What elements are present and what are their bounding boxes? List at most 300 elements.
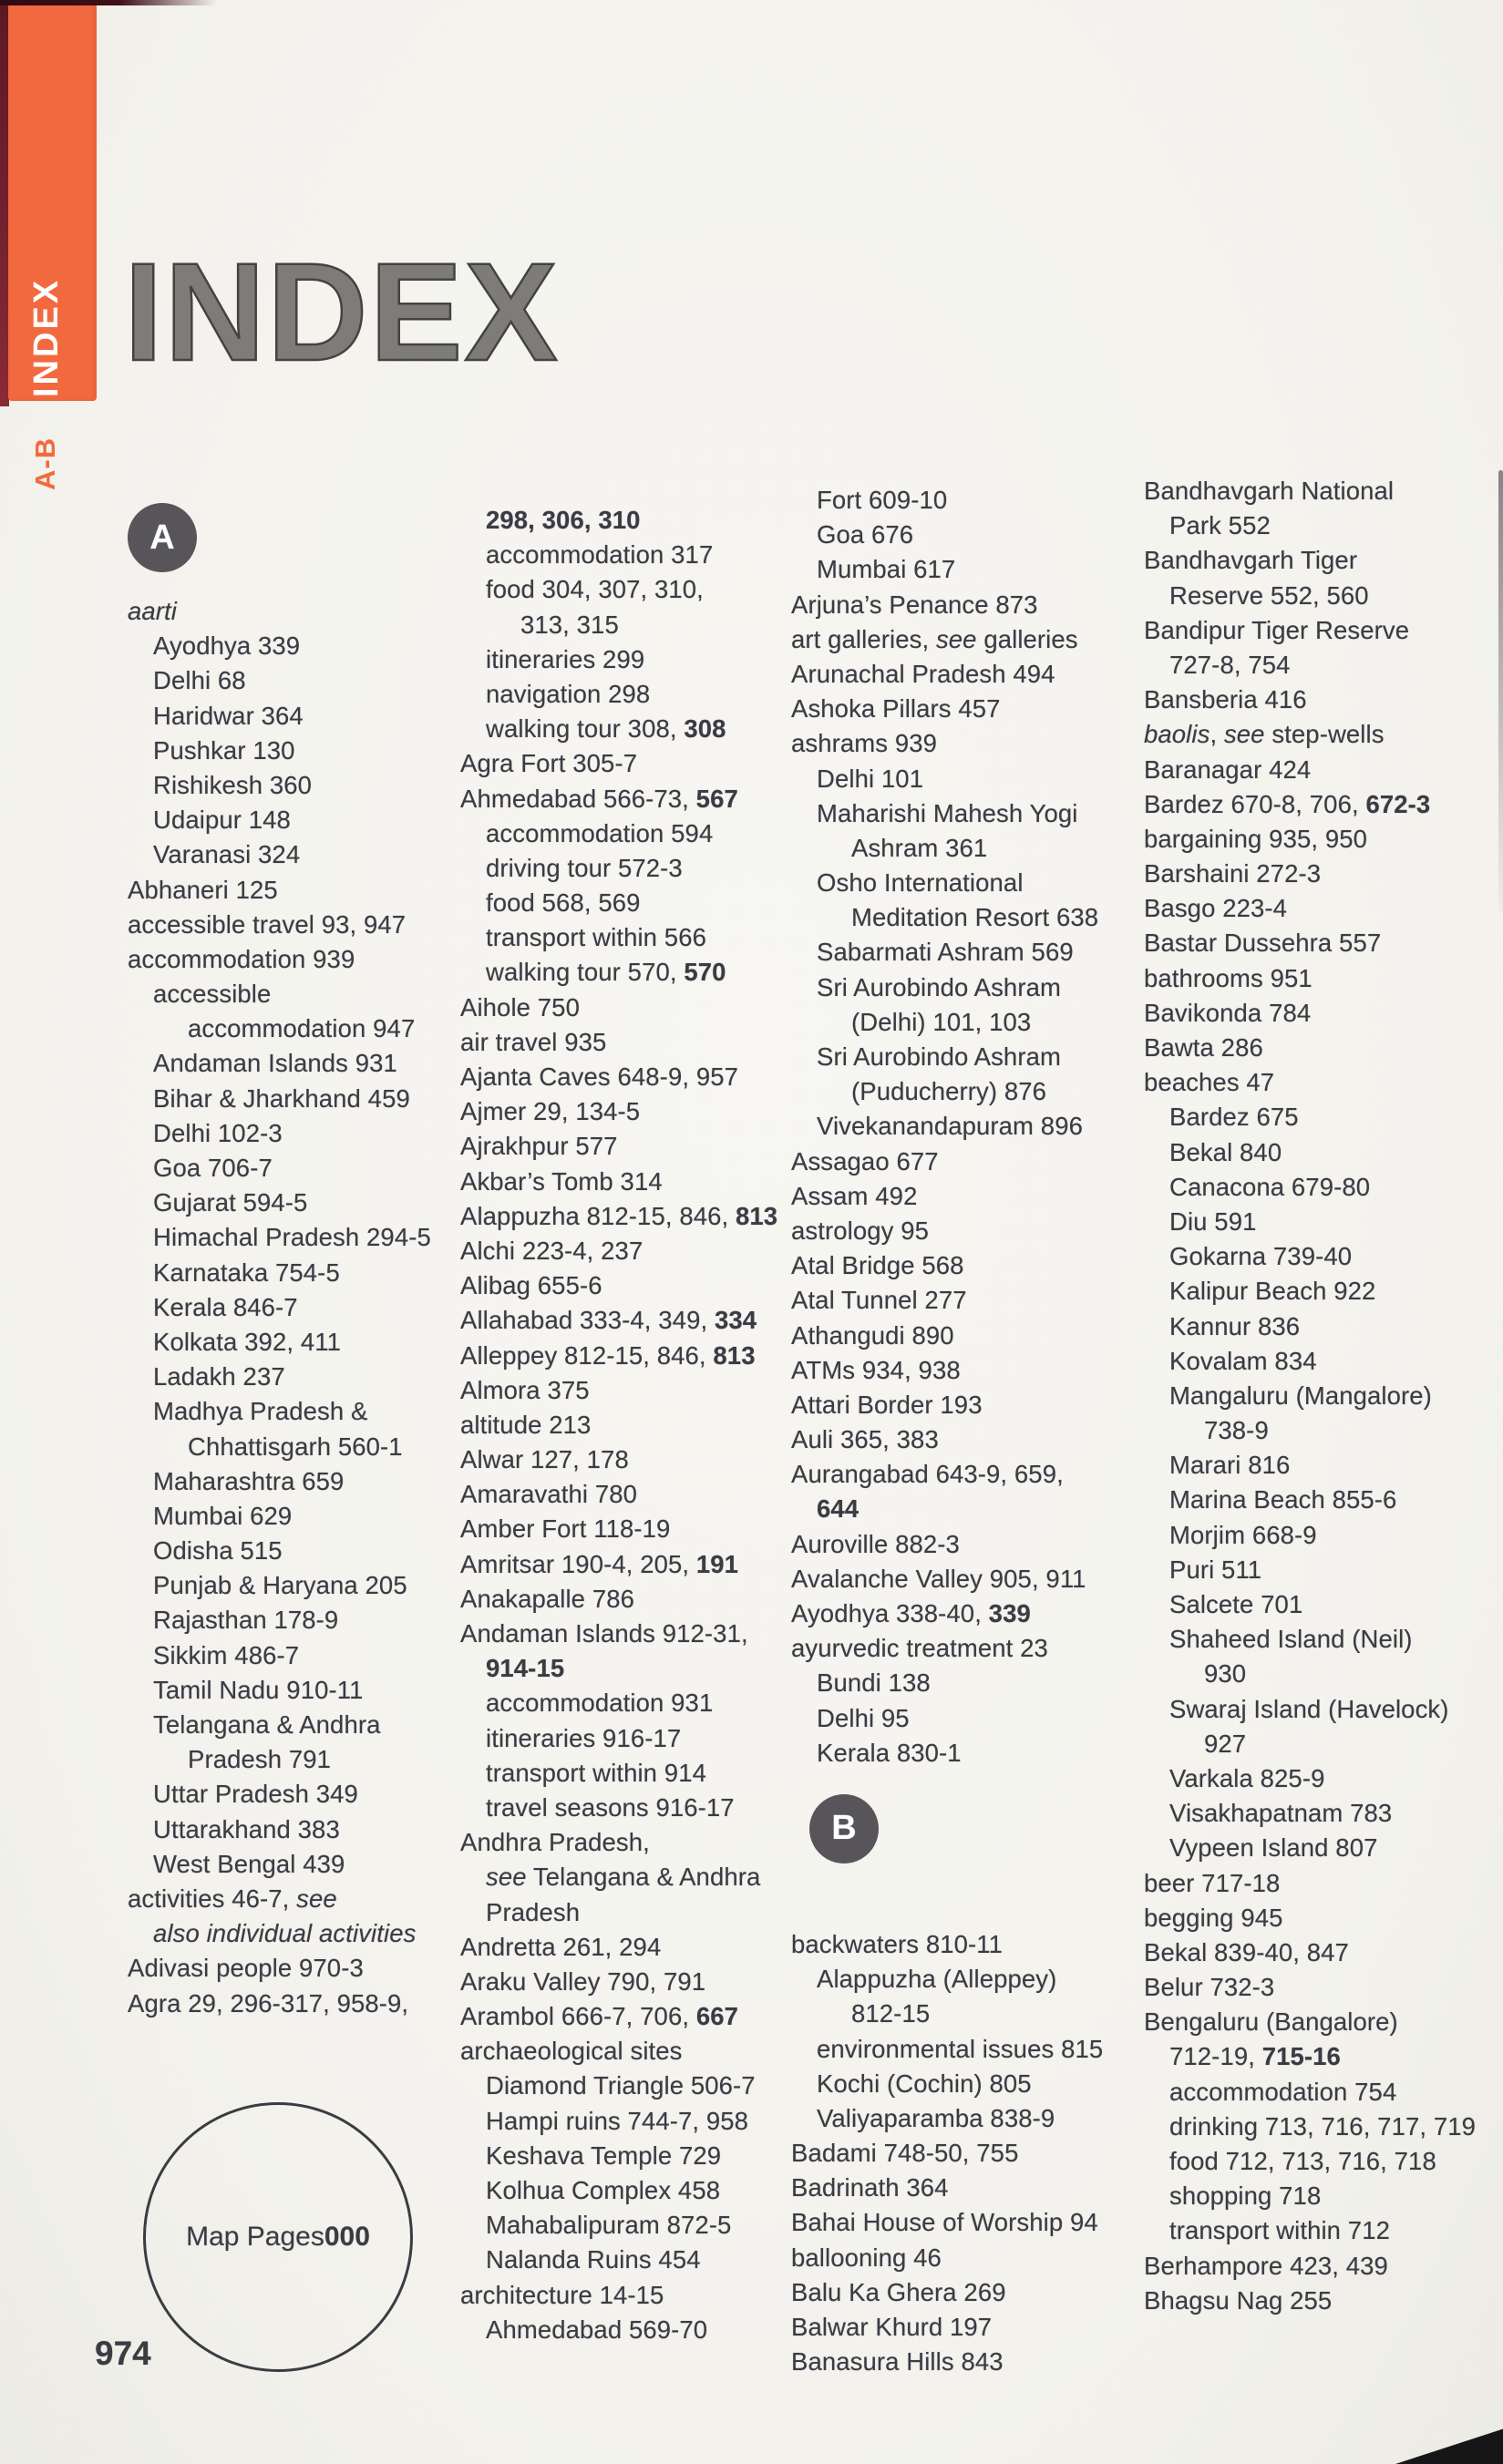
entry-text: walking tour 570, xyxy=(486,958,685,987)
index-entry xyxy=(128,1742,488,1777)
index-entry xyxy=(1144,1901,1503,1935)
entry-text: accommodation 939 xyxy=(128,944,355,973)
entry-text: Balwar Khurd 197 xyxy=(791,2313,993,2341)
entry-text: transport within 566 xyxy=(486,923,706,952)
entry-text: 727-8, 754 xyxy=(1169,650,1291,679)
entry-text: Amaravathi 780 xyxy=(460,1480,638,1509)
entry-text: Marina Beach 855-6 xyxy=(1169,1485,1397,1514)
entry-text: Bekal 839-40, 847 xyxy=(1144,1937,1349,1966)
index-entry xyxy=(1144,2213,1503,2248)
entry-text: Ahmedabad 566-73, xyxy=(460,784,696,813)
entry-text: Uttar Pradesh 349 xyxy=(153,1780,358,1809)
index-entry xyxy=(128,629,488,663)
index-entry xyxy=(460,746,820,781)
index-entry xyxy=(791,1319,1151,1353)
index-entry xyxy=(128,1464,488,1499)
entry-text: 339 xyxy=(988,1599,1031,1627)
entry-text: Varkala 825-9 xyxy=(1169,1763,1325,1792)
index-entry xyxy=(460,2034,820,2069)
index-entry xyxy=(460,1965,820,1999)
entry-text: Odisha 515 xyxy=(153,1536,283,1566)
index-entry xyxy=(128,1916,488,1951)
entry-text: Amritsar 190-4, 205, xyxy=(460,1549,696,1578)
index-entry xyxy=(460,642,820,677)
entry-text: Bundi 138 xyxy=(817,1668,931,1698)
entry-text: Banasura Hills 843 xyxy=(791,2347,1004,2377)
index-entry xyxy=(1144,2075,1503,2110)
entry-text: Alleppey 812-15, 846, xyxy=(460,1340,714,1370)
entry-text: , xyxy=(1210,720,1224,749)
entry-text: accommodation 947 xyxy=(188,1014,416,1043)
index-entry xyxy=(1144,1657,1503,1691)
index-entry xyxy=(128,1499,488,1534)
index-entry xyxy=(1144,2284,1503,2318)
entry-text: Udaipur 148 xyxy=(153,806,291,835)
index-entry xyxy=(128,734,488,768)
index-entry xyxy=(128,908,488,942)
index-entry xyxy=(791,796,1151,831)
entry-text: Bardez 675 xyxy=(1169,1103,1299,1132)
index-entry xyxy=(460,2208,820,2243)
entry-text: Diu 591 xyxy=(1169,1206,1257,1236)
index-entry xyxy=(791,552,1151,587)
entry-text: 930 xyxy=(1204,1659,1247,1689)
entry-text: Sri Aurobindo Ashram xyxy=(817,1042,1061,1071)
index-entry xyxy=(1144,1031,1503,1065)
entry-text: Kolkata 392, 411 xyxy=(153,1327,341,1356)
section-badge-b: B xyxy=(809,1794,879,1863)
entry-text: Mumbai 629 xyxy=(153,1501,293,1530)
entry-text: Ladakh 237 xyxy=(153,1362,285,1391)
index-entry xyxy=(460,991,820,1025)
entry-text: Agra 29, 296-317, 958-9, xyxy=(128,1988,409,2017)
index-entry xyxy=(791,2101,1151,2136)
index-entry xyxy=(791,2275,1151,2310)
index-entry xyxy=(460,2313,820,2347)
entry-text: Assam 492 xyxy=(791,1181,918,1210)
index-entry xyxy=(1144,926,1503,960)
entry-text: Belur 732-3 xyxy=(1144,1973,1275,2002)
entry-text: Ajrakhpur 577 xyxy=(460,1132,618,1161)
index-column-1 xyxy=(128,594,488,2021)
index-entry xyxy=(1144,1135,1503,1170)
entry-text: Tamil Nadu 910-11 xyxy=(153,1675,364,1704)
index-entry xyxy=(791,1074,1151,1109)
entry-text: itineraries 916-17 xyxy=(486,1723,682,1752)
index-entry xyxy=(460,1025,820,1060)
entry-text: 672-3 xyxy=(1365,789,1431,818)
thumb-tab-letter-range: A-B xyxy=(29,436,61,490)
index-entry xyxy=(1144,2179,1503,2213)
entry-text: Bandipur Tiger Reserve xyxy=(1144,615,1410,644)
index-entry xyxy=(1144,1692,1503,1727)
entry-text: food 712, 713, 716, 718 xyxy=(1169,2147,1436,2175)
index-entry xyxy=(791,2241,1151,2275)
index-entry xyxy=(791,1457,1151,1492)
entry-text: Adivasi people 970-3 xyxy=(128,1954,364,1983)
entry-text: archaeological sites xyxy=(460,2037,683,2066)
entry-text: Araku Valley 790, 791 xyxy=(460,1966,706,1996)
entry-text: beer 717-18 xyxy=(1144,1868,1281,1897)
entry-text: Rishikesh 360 xyxy=(153,770,313,799)
index-entry xyxy=(791,1962,1151,1997)
index-entry xyxy=(1144,1239,1503,1274)
index-entry xyxy=(128,699,488,734)
entry-text: Berhampore 423, 439 xyxy=(1144,2251,1388,2280)
index-entry xyxy=(1144,579,1503,613)
index-entry xyxy=(128,1394,488,1429)
index-entry xyxy=(128,1882,488,1916)
index-entry xyxy=(128,663,488,698)
entry-text: Bihar & Jharkhand 459 xyxy=(153,1083,410,1113)
index-entry xyxy=(791,1283,1151,1318)
index-entry xyxy=(460,782,820,816)
index-entry xyxy=(1144,1587,1503,1622)
entry-text: Park 552 xyxy=(1169,511,1271,540)
index-entry xyxy=(791,1040,1151,1074)
index-entry xyxy=(128,977,488,1011)
index-entry xyxy=(128,1186,488,1220)
index-entry xyxy=(128,1256,488,1290)
index-entry xyxy=(791,1736,1151,1771)
index-entry xyxy=(128,1011,488,1046)
entry-text: ayurvedic treatment 23 xyxy=(791,1634,1048,1663)
index-entry xyxy=(128,1673,488,1708)
entry-text: also individual activities xyxy=(153,1919,417,1948)
index-entry xyxy=(1144,891,1503,926)
index-entry xyxy=(791,1005,1151,1040)
entry-text: transport within 712 xyxy=(1169,2216,1390,2245)
entry-text: Gujarat 594-5 xyxy=(153,1188,308,1217)
index-entry xyxy=(128,594,488,629)
page-number: 974 xyxy=(95,2335,151,2372)
index-entry xyxy=(1144,1483,1503,1517)
entry-text: Auroville 882-3 xyxy=(791,1529,960,1558)
index-entry xyxy=(460,1512,820,1546)
map-pages-label: Map Pages xyxy=(186,2222,324,2252)
entry-text: aarti xyxy=(128,597,177,625)
index-entry xyxy=(460,955,820,990)
entry-text: Auli 365, 383 xyxy=(791,1425,939,1454)
index-entry xyxy=(791,692,1151,726)
index-entry xyxy=(791,1596,1151,1631)
entry-text: Ashoka Pillars 457 xyxy=(791,694,1001,724)
entry-text: Delhi 101 xyxy=(817,764,924,793)
index-entry xyxy=(791,2067,1151,2101)
entry-text: Madhya Pradesh & xyxy=(153,1397,368,1426)
entry-text: Bastar Dussehra 557 xyxy=(1144,929,1382,958)
index-entry xyxy=(791,483,1151,518)
entry-text: Almora 375 xyxy=(460,1375,590,1404)
entry-text: Goa 676 xyxy=(817,520,914,549)
entry-text: Punjab & Haryana 205 xyxy=(153,1571,407,1600)
entry-text: 567 xyxy=(695,784,738,813)
entry-text: Delhi 68 xyxy=(153,666,246,695)
index-entry xyxy=(1144,1935,1503,1970)
entry-text: Delhi 102-3 xyxy=(153,1118,283,1147)
index-entry xyxy=(128,768,488,803)
entry-text: Baranagar 424 xyxy=(1144,755,1312,784)
index-entry xyxy=(460,1547,820,1582)
index-entry xyxy=(791,762,1151,796)
entry-text: Vypeen Island 807 xyxy=(1169,1833,1378,1863)
entry-text: Bengaluru (Bangalore) xyxy=(1144,2007,1398,2037)
index-entry xyxy=(460,1373,820,1408)
index-entry xyxy=(1144,613,1503,648)
entry-text: Kerala 846-7 xyxy=(153,1292,298,1321)
entry-text: driving tour 572-3 xyxy=(486,853,683,882)
index-entry xyxy=(1144,2144,1503,2179)
index-entry xyxy=(460,503,820,538)
index-entry xyxy=(128,1325,488,1360)
entry-text: Bansberia 416 xyxy=(1144,685,1307,714)
index-entry xyxy=(460,1582,820,1617)
entry-text: Goa 706-7 xyxy=(153,1154,273,1182)
index-entry xyxy=(791,2205,1151,2240)
index-entry xyxy=(460,1339,820,1373)
entry-text: West Bengal 439 xyxy=(153,1849,345,1878)
entry-text: bathrooms 951 xyxy=(1144,963,1313,992)
entry-text: ashrams 939 xyxy=(791,729,938,758)
index-entry xyxy=(791,1353,1151,1388)
index-entry xyxy=(791,1422,1151,1457)
index-entry xyxy=(1144,822,1503,857)
entry-text: Agra Fort 305-7 xyxy=(460,749,638,778)
index-entry xyxy=(460,1930,820,1965)
entry-text: walking tour 308, xyxy=(486,714,685,744)
entry-text: Visakhapatnam 783 xyxy=(1169,1799,1393,1828)
entry-text: activities 46-7, xyxy=(128,1884,297,1913)
index-entry xyxy=(128,803,488,837)
entry-text: 313, 315 xyxy=(520,610,619,639)
entry-text: Allahabad 333-4, 349, xyxy=(460,1306,715,1335)
index-entry xyxy=(791,1927,1151,1962)
index-entry xyxy=(791,726,1151,761)
index-entry xyxy=(460,1234,820,1268)
index-entry xyxy=(791,1179,1151,1214)
index-entry xyxy=(460,2069,820,2103)
index-entry xyxy=(460,1686,820,1720)
entry-text: Mangaluru (Mangalore) xyxy=(1169,1381,1432,1410)
index-entry xyxy=(128,1708,488,1742)
entry-text: accommodation 754 xyxy=(1169,2077,1397,2106)
entry-text: (Delhi) 101, 103 xyxy=(851,1007,1032,1036)
index-entry xyxy=(1144,2039,1503,2074)
entry-text: ATMs 934, 938 xyxy=(791,1355,961,1384)
index-entry xyxy=(791,2345,1151,2379)
index-entry xyxy=(460,712,820,746)
entry-text: Badrinath 364 xyxy=(791,2173,949,2202)
entry-text: Alchi 223-4, 237 xyxy=(460,1236,643,1265)
index-entry xyxy=(460,1060,820,1094)
entry-text: ballooning 46 xyxy=(791,2243,942,2272)
page-top-edge-shadow xyxy=(0,0,217,5)
entry-text: environmental issues 815 xyxy=(817,2034,1104,2063)
index-entry xyxy=(1144,474,1503,508)
scan-corner-artifact xyxy=(1395,2417,1503,2464)
index-entry xyxy=(460,1999,820,2034)
entry-text: Andaman Islands 931 xyxy=(153,1049,397,1078)
entry-text: (Puducherry) 876 xyxy=(851,1077,1047,1106)
entry-text: Aihole 750 xyxy=(460,992,580,1022)
index-entry xyxy=(460,677,820,712)
index-entry xyxy=(128,1082,488,1116)
entry-text: 812-15 xyxy=(851,1999,931,2028)
entry-text: Abhaneri 125 xyxy=(128,875,278,904)
entry-text: 927 xyxy=(1204,1729,1247,1758)
index-entry xyxy=(791,1666,1151,1700)
index-entry xyxy=(128,837,488,872)
entry-text: Arambol 666-7, 706, xyxy=(460,2002,696,2031)
index-entry xyxy=(128,942,488,977)
index-entry xyxy=(791,866,1151,900)
entry-text: Attari Border 193 xyxy=(791,1390,983,1419)
index-entry xyxy=(460,2278,820,2313)
map-pages-number: 000 xyxy=(324,2222,370,2252)
entry-text: navigation 298 xyxy=(486,679,651,708)
entry-text: Balu Ka Ghera 269 xyxy=(791,2277,1006,2306)
entry-text: 813 xyxy=(713,1340,756,1370)
entry-text: Nalanda Ruins 454 xyxy=(486,2245,701,2274)
entry-text: Kolhua Complex 458 xyxy=(486,2176,721,2204)
entry-text: Anakapalle 786 xyxy=(460,1584,634,1613)
entry-text: Gokarna 739-40 xyxy=(1169,1242,1353,1271)
index-entry xyxy=(1144,996,1503,1031)
entry-text: Badami 748-50, 755 xyxy=(791,2139,1019,2168)
index-entry xyxy=(1144,1413,1503,1448)
index-entry xyxy=(128,1116,488,1151)
index-entry xyxy=(460,1165,820,1199)
entry-text: Swaraj Island (Havelock) xyxy=(1169,1694,1449,1723)
entry-text: Varanasi 324 xyxy=(153,840,301,869)
index-entry xyxy=(791,2310,1151,2345)
entry-text: Karnataka 754-5 xyxy=(153,1258,340,1287)
index-entry xyxy=(460,1129,820,1164)
entry-text: Atal Tunnel 277 xyxy=(791,1286,967,1315)
index-entry xyxy=(1144,1727,1503,1761)
index-entry xyxy=(1144,1344,1503,1379)
index-entry xyxy=(460,851,820,886)
entry-text: altitude 213 xyxy=(460,1410,592,1439)
index-entry xyxy=(460,1442,820,1477)
entry-text: see xyxy=(935,624,977,653)
entry-text: Delhi 95 xyxy=(817,1703,910,1732)
entry-text: Sikkim 486-7 xyxy=(153,1640,300,1669)
entry-text: Salcete 701 xyxy=(1169,1590,1303,1618)
index-entry xyxy=(791,1109,1151,1144)
index-entry xyxy=(1144,1170,1503,1205)
entry-text: 570 xyxy=(684,958,726,987)
index-entry xyxy=(1144,1379,1503,1413)
index-entry xyxy=(791,588,1151,622)
entry-text: Puri 511 xyxy=(1169,1555,1262,1584)
entry-text: 813 xyxy=(735,1201,778,1230)
index-entry xyxy=(460,2104,820,2139)
entry-text: Alwar 127, 178 xyxy=(460,1445,629,1474)
entry-text: Haridwar 364 xyxy=(153,701,304,730)
index-entry xyxy=(128,1430,488,1464)
entry-text: Maharishi Mahesh Yogi xyxy=(817,798,1078,827)
index-entry xyxy=(1144,717,1503,752)
entry-text: Amber Fort 118-19 xyxy=(460,1514,671,1544)
index-entry xyxy=(460,1477,820,1512)
index-entry xyxy=(460,1756,820,1791)
index-entry xyxy=(791,2136,1151,2171)
index-entry xyxy=(791,831,1151,866)
entry-text: architecture 14-15 xyxy=(460,2280,664,2309)
entry-text: Himachal Pradesh 294-5 xyxy=(153,1223,431,1252)
entry-text: air travel 935 xyxy=(460,1027,607,1056)
entry-text: Barshaini 272-3 xyxy=(1144,859,1322,888)
entry-text: Bandhavgarh Tiger xyxy=(1144,546,1358,575)
entry-text: Kochi (Cochin) 805 xyxy=(817,2069,1032,2098)
index-entry xyxy=(791,2171,1151,2205)
entry-text: Pradesh xyxy=(486,1897,581,1926)
entry-text: Ajanta Caves 648-9, 957 xyxy=(460,1063,739,1091)
index-entry xyxy=(128,1638,488,1673)
index-entry xyxy=(791,1562,1151,1596)
index-entry xyxy=(1144,1065,1503,1100)
entry-text: Maharashtra 659 xyxy=(153,1466,345,1495)
index-entry xyxy=(460,572,820,607)
entry-text: Aurangabad 643-9, 659, xyxy=(791,1460,1064,1489)
index-column-4 xyxy=(1144,474,1503,2318)
entry-text: Osho International xyxy=(817,868,1024,898)
entry-text: 715-16 xyxy=(1261,2042,1341,2071)
entry-text: Athangudi 890 xyxy=(791,1320,954,1350)
index-entry xyxy=(1144,1274,1503,1309)
index-entry xyxy=(460,1721,820,1756)
index-entry xyxy=(1144,1100,1503,1134)
entry-text: Morjim 668-9 xyxy=(1169,1520,1317,1549)
entry-text: food 568, 569 xyxy=(486,888,641,918)
index-entry xyxy=(1144,753,1503,787)
entry-text: accommodation 931 xyxy=(486,1689,714,1718)
entry-text: food 304, 307, 310, xyxy=(486,575,704,604)
index-entry xyxy=(791,1214,1151,1248)
index-entry xyxy=(1144,2110,1503,2144)
index-entry xyxy=(128,1812,488,1847)
entry-text: Bavikonda 784 xyxy=(1144,998,1312,1027)
index-entry xyxy=(791,970,1151,1005)
index-entry xyxy=(791,1997,1151,2031)
index-entry xyxy=(1144,1761,1503,1796)
entry-text: Kannur 836 xyxy=(1169,1311,1301,1340)
entry-text: Andretta 261, 294 xyxy=(460,1932,662,1961)
entry-text: Diamond Triangle 506-7 xyxy=(486,2071,756,2100)
index-entry xyxy=(460,816,820,851)
index-entry xyxy=(128,1777,488,1812)
entry-text: itineraries 299 xyxy=(486,644,645,673)
entry-text: Alappuzha (Alleppey) xyxy=(817,1965,1057,1994)
index-entry xyxy=(1144,787,1503,822)
index-entry xyxy=(128,1151,488,1186)
entry-text: Kovalam 834 xyxy=(1169,1346,1317,1375)
index-entry xyxy=(791,1631,1151,1666)
entry-text: accommodation 317 xyxy=(486,540,714,570)
index-entry xyxy=(460,1268,820,1303)
entry-text: art galleries, xyxy=(791,624,936,653)
index-entry xyxy=(460,2173,820,2208)
entry-text: Hampi ruins 744-7, 958 xyxy=(486,2106,749,2135)
index-entry xyxy=(460,1303,820,1338)
entry-text: Bardez 670-8, 706, xyxy=(1144,789,1366,818)
index-entry xyxy=(1144,2249,1503,2284)
entry-text: Fort 609-10 xyxy=(817,486,948,514)
entry-text: Pushkar 130 xyxy=(153,735,295,765)
entry-text: astrology 95 xyxy=(791,1216,930,1245)
entry-text: 644 xyxy=(817,1494,860,1524)
